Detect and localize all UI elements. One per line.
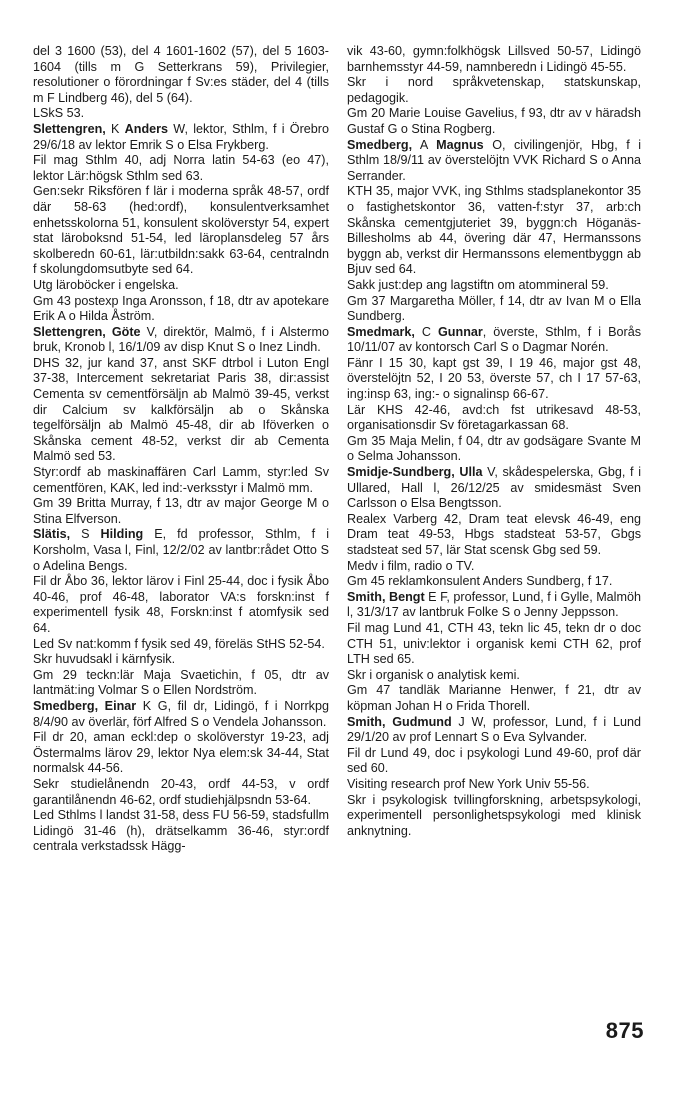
entry-text: Fänr I 15 30, kapt gst 39, I 19 46, major gst 48, överstelöjtn 52, I 20 53, överste 57, ch I 17 57-63, ing:insp 63, ing:- o signalinsp 66-67.: [347, 355, 641, 402]
entry-text: Fil dr Lund 49, doc i psykologi Lund 49-60, prof där sed 60.: [347, 745, 641, 776]
entry-name: Hilding: [100, 527, 144, 542]
page-number: 875: [605, 1018, 644, 1043]
entry-text: Fil dr 20, aman eckl:dep o skolöverstyr 19-23, adj Östermalms lärov 29, lektor Nya elem:sk 34-44, Stat normalsk 44-56.: [33, 730, 329, 776]
entry-paragraph: [347, 465, 641, 512]
entry-paragraph: [347, 356, 641, 403]
entry-text: W, lektor, Sthlm, f i Örebro 29/6/18 av lektor Emrik S o Elsa Frykberg.: [33, 121, 329, 152]
entry-text: C: [414, 324, 439, 339]
entry-text: Gm 35 Maja Melin, f 04, dtr av godsägare Svante M o Selma Johansson.: [347, 433, 641, 464]
entry-paragraph: [33, 278, 329, 294]
entry-text: del 3 1600 (53), del 4 1601-1602 (57), del 5 1603-1604 (tills m G Setterkrans 59), Privilegier, resolutioner o förordningar f Sv:es städer, del 4 (tills m F Lindberg 46), del 5 (64).: [33, 44, 329, 105]
entry-name: Smidje-Sundberg, Ulla: [347, 465, 483, 480]
entry-paragraph: [347, 683, 641, 714]
entry-paragraph: [347, 44, 641, 75]
entry-paragraph: [33, 44, 329, 106]
entry-text: E F, professor, Lund, f i Gylle, Malmöh l, 31/3/17 av lantbruk Folke S o Jenny Jeppsson.: [347, 589, 641, 620]
entry-text: Visiting research prof New York Univ 55-56.: [347, 776, 590, 791]
entry-name: Slätis,: [33, 527, 71, 542]
entry-name: Smedberg,: [347, 137, 413, 152]
entry-name: Smith, Gudmund: [347, 714, 452, 729]
entry-text: Led Sv nat:komm f fysik sed 49, föreläs StHS 52-54.: [33, 636, 325, 651]
entry-name: Smith, Bengt: [347, 589, 425, 604]
entry-paragraph: [33, 122, 329, 153]
entry-paragraph: [33, 699, 329, 730]
entry-text: Sakk just:dep ang lagstiftn om atommineral 59.: [347, 277, 609, 292]
entry-text: E, fd professor, Sthlm, f i Korsholm, Vasa l, Finl, 12/2/02 av lantbr:rådet Otto S o Adelina Bengs.: [33, 527, 329, 573]
entry-paragraph: [347, 325, 641, 356]
entry-paragraph: [347, 278, 641, 294]
entry-text: K: [105, 121, 125, 136]
entry-paragraph: [33, 184, 329, 278]
entry-paragraph: [33, 496, 329, 527]
entry-text: Fil mag Sthlm 40, adj Norra latin 54-63 (eo 47), lektor Lär:högsk Sthlm sed 63.: [33, 153, 329, 183]
entry-name: Magnus: [436, 137, 484, 152]
entry-text: K G, fil dr, Lidingö, f i Norrkpg 8/4/90 av överlär, förf Alfred S o Vendela Johansson.: [33, 698, 329, 729]
entry-paragraph: [347, 621, 641, 668]
entry-paragraph: [347, 184, 641, 278]
entry-name: Gunnar: [438, 324, 483, 339]
entry-text: J W, professor, Lund, f i Lund 29/1/20 av prof Lennart S o Eva Sylvander.: [347, 714, 641, 745]
entry-paragraph: [33, 777, 329, 808]
entry-text: Gm 37 Margaretha Möller, f 14, dtr av Ivan M o Ella Sundberg.: [347, 293, 641, 324]
entry-text: DHS 32, jur kand 37, anst SKF dtrbol i Luton Engl 37-38, Intercement sekretariat Paris 38, dir:assist Cementa sv cementförsäljn ab Malmö 39-45, verkst dir Calcium sv kalkförsäljn ab o Skånska tegelförsäljn ab Malmö 45-48, dir ab Iföverken o Skånska cement 48-52, verkst dir ab Cementa Malmö sed 53.: [33, 355, 329, 464]
entry-text: A: [412, 137, 437, 152]
entry-text: Gm 43 postexp Inga Aronsson, f 18, dtr av apotekare Erik A o Hilda Åström.: [33, 293, 329, 324]
entry-text: Gm 45 reklamkonsulent Anders Sundberg, f 17.: [347, 574, 613, 589]
entry-paragraph: [33, 356, 329, 465]
entry-text: Styr:ordf ab maskinaffären Carl Lamm, styr:led Sv cementfören, KAK, led ind:-verksstyr i Malmö mm.: [33, 465, 329, 495]
entry-text: V, direktör, Malmö, f i Alstermo bruk, Kronob l, 16/1/09 av disp Knut S o Inez Lindh.: [33, 324, 329, 355]
entry-text: Realex Varberg 42, Dram teat elevsk 46-49, eng Dram teat 49-53, Hbgs stadsteat 53-57, Gbgs stadsteat sed 57, lär Stat scensk Gbg sed 59.: [347, 511, 641, 557]
entry-paragraph: [347, 715, 641, 746]
entry-paragraph: [33, 574, 329, 636]
entry-paragraph: [347, 777, 641, 793]
entry-text: Lär KHS 42-46, avd:ch fst utrikesavd 48-53, organisationsdir Sv företagarkassan 68.: [347, 402, 641, 433]
entry-paragraph: [347, 590, 641, 621]
entry-text: Led Sthlms l landst 31-58, dess FU 56-59, stadsfullm Lidingö 31-46 (h), drätselkamm 36-46, styr:ordf centrala verkstadssk Hägg-: [33, 808, 329, 854]
entry-text: O, civilingenjör, Hbg, f i Sthlm 18/9/11 av överstelöjtn VVK Richard S o Anna Serrander.: [347, 137, 641, 183]
entry-text: Skr i nord språkvetenskap, statskunskap, pedagogik.: [347, 75, 641, 105]
entry-text: Gm 39 Britta Murray, f 13, dtr av major George M o Stina Elfverson.: [33, 496, 329, 526]
entry-paragraph: [347, 559, 641, 575]
entry-name: Slettengren,: [33, 121, 106, 136]
entry-paragraph: [33, 153, 329, 184]
entry-paragraph: [347, 75, 641, 106]
entry-paragraph: [347, 746, 641, 777]
right-column: [347, 44, 641, 839]
entry-paragraph: [347, 793, 641, 840]
entry-paragraph: [33, 325, 329, 356]
entry-text: Skr i psykologisk tvillingforskning, arbetspsykologi, experimentell personlighetspsykologi med klinisk anknytning.: [347, 792, 641, 838]
entry-paragraph: [33, 527, 329, 574]
entry-text: Gm 20 Marie Louise Gavelius, f 93, dtr av v häradsh Gustaf G o Stina Rogberg.: [347, 106, 641, 136]
entry-text: S: [70, 527, 101, 542]
entry-paragraph: [347, 106, 641, 137]
entry-text: Utg läroböcker i engelska.: [33, 277, 179, 292]
entry-text: Gm 29 teckn:lär Maja Svaetichin, f 05, dtr av lantmät:ing Volmar S o Ellen Nordström.: [33, 667, 329, 698]
entry-text: Fil mag Lund 41, CTH 43, tekn lic 45, tekn dr o doc CTH 51, univ:lektor i organisk kemi CTH 62, prof LTH sed 65.: [347, 620, 641, 667]
entry-text: KTH 35, major VVK, ing Sthlms stadsplanekontor 35 o fastighetskontor 36, vatten-f:styr 37, arb:ch Skånska cementgjuteriet 39, byggn:ch Höganäs-Billesholms ab 44, övering där 47, Hermanssons byggn ab, verkst dir Hermanssons elementbyggn ab Bjuv sed 64.: [347, 184, 641, 277]
entry-text: V, skådespelerska, Gbg, f i Ullared, Hall l, 26/12/25 av smidesmäst Sven Carlsson o Elsa Bengtsson.: [347, 465, 641, 511]
entry-name: Smedberg, Einar: [33, 698, 137, 713]
entry-text: vik 43-60, gymn:folkhögsk Lillsved 50-57, Lidingö barnhemsstyr 44-59, namnberedn i Lidingö 45-55.: [347, 44, 641, 74]
entry-text: LSkS 53.: [33, 106, 85, 121]
entry-paragraph: [33, 808, 329, 855]
entry-text: Fil dr Åbo 36, lektor lärov i Finl 25-44, doc i fysik Åbo 40-46, prof 46-48, laborator VA:s forskn:inst f experimentell fysik 48, Forskn:inst f atomfysik sed 64.: [33, 574, 329, 635]
entry-paragraph: [33, 465, 329, 496]
entry-paragraph: [33, 668, 329, 699]
entry-paragraph: [33, 294, 329, 325]
entry-paragraph: [347, 668, 641, 684]
entry-paragraph: [347, 294, 641, 325]
entry-name: Smedmark,: [347, 324, 415, 339]
entry-text: Skr i organisk o analytisk kemi.: [347, 667, 520, 682]
entry-text: Gm 47 tandläk Marianne Henwer, f 21, dtr av köpman Johan H o Frida Thorell.: [347, 683, 641, 713]
entry-paragraph: [347, 138, 641, 185]
entry-name: Anders: [124, 121, 169, 136]
entry-paragraph: [347, 434, 641, 465]
left-column: [33, 44, 329, 855]
entry-paragraph: [33, 652, 329, 668]
entry-paragraph: [33, 730, 329, 777]
entry-text: Gen:sekr Riksfören f lär i moderna språk 48-57, ordf där 58-63 (hed:ordf), konsulentverksamhet enhetsskolorna 51, konsulent skolöverstyr 54, expert stat läroboksnd 51-54, led läroplansdeleg 57 års skolberedn 60-61, lär:utbildn:sakk 63-64, centralndn f skolungdomsutbyte sed 64.: [33, 184, 329, 277]
entry-text: , överste, Sthlm, f i Borås 10/11/07 av kontorsch Carl S o Dagmar Norén.: [347, 324, 641, 355]
entry-name: Slettengren, Göte: [33, 324, 141, 339]
entry-paragraph: [347, 512, 641, 559]
entry-text: Sekr studielånendn 20-43, ordf 44-53, v ordf garantilånendn 46-62, ordf studiehjälpsndn 53-64.: [33, 776, 329, 807]
entry-paragraph: [33, 637, 329, 653]
entry-text: Medv i film, radio o TV.: [347, 558, 475, 573]
entry-text: Skr huvudsakl i kärnfysik.: [33, 652, 176, 667]
entry-paragraph: [33, 106, 329, 122]
entry-paragraph: [347, 403, 641, 434]
entry-paragraph: [347, 574, 641, 590]
